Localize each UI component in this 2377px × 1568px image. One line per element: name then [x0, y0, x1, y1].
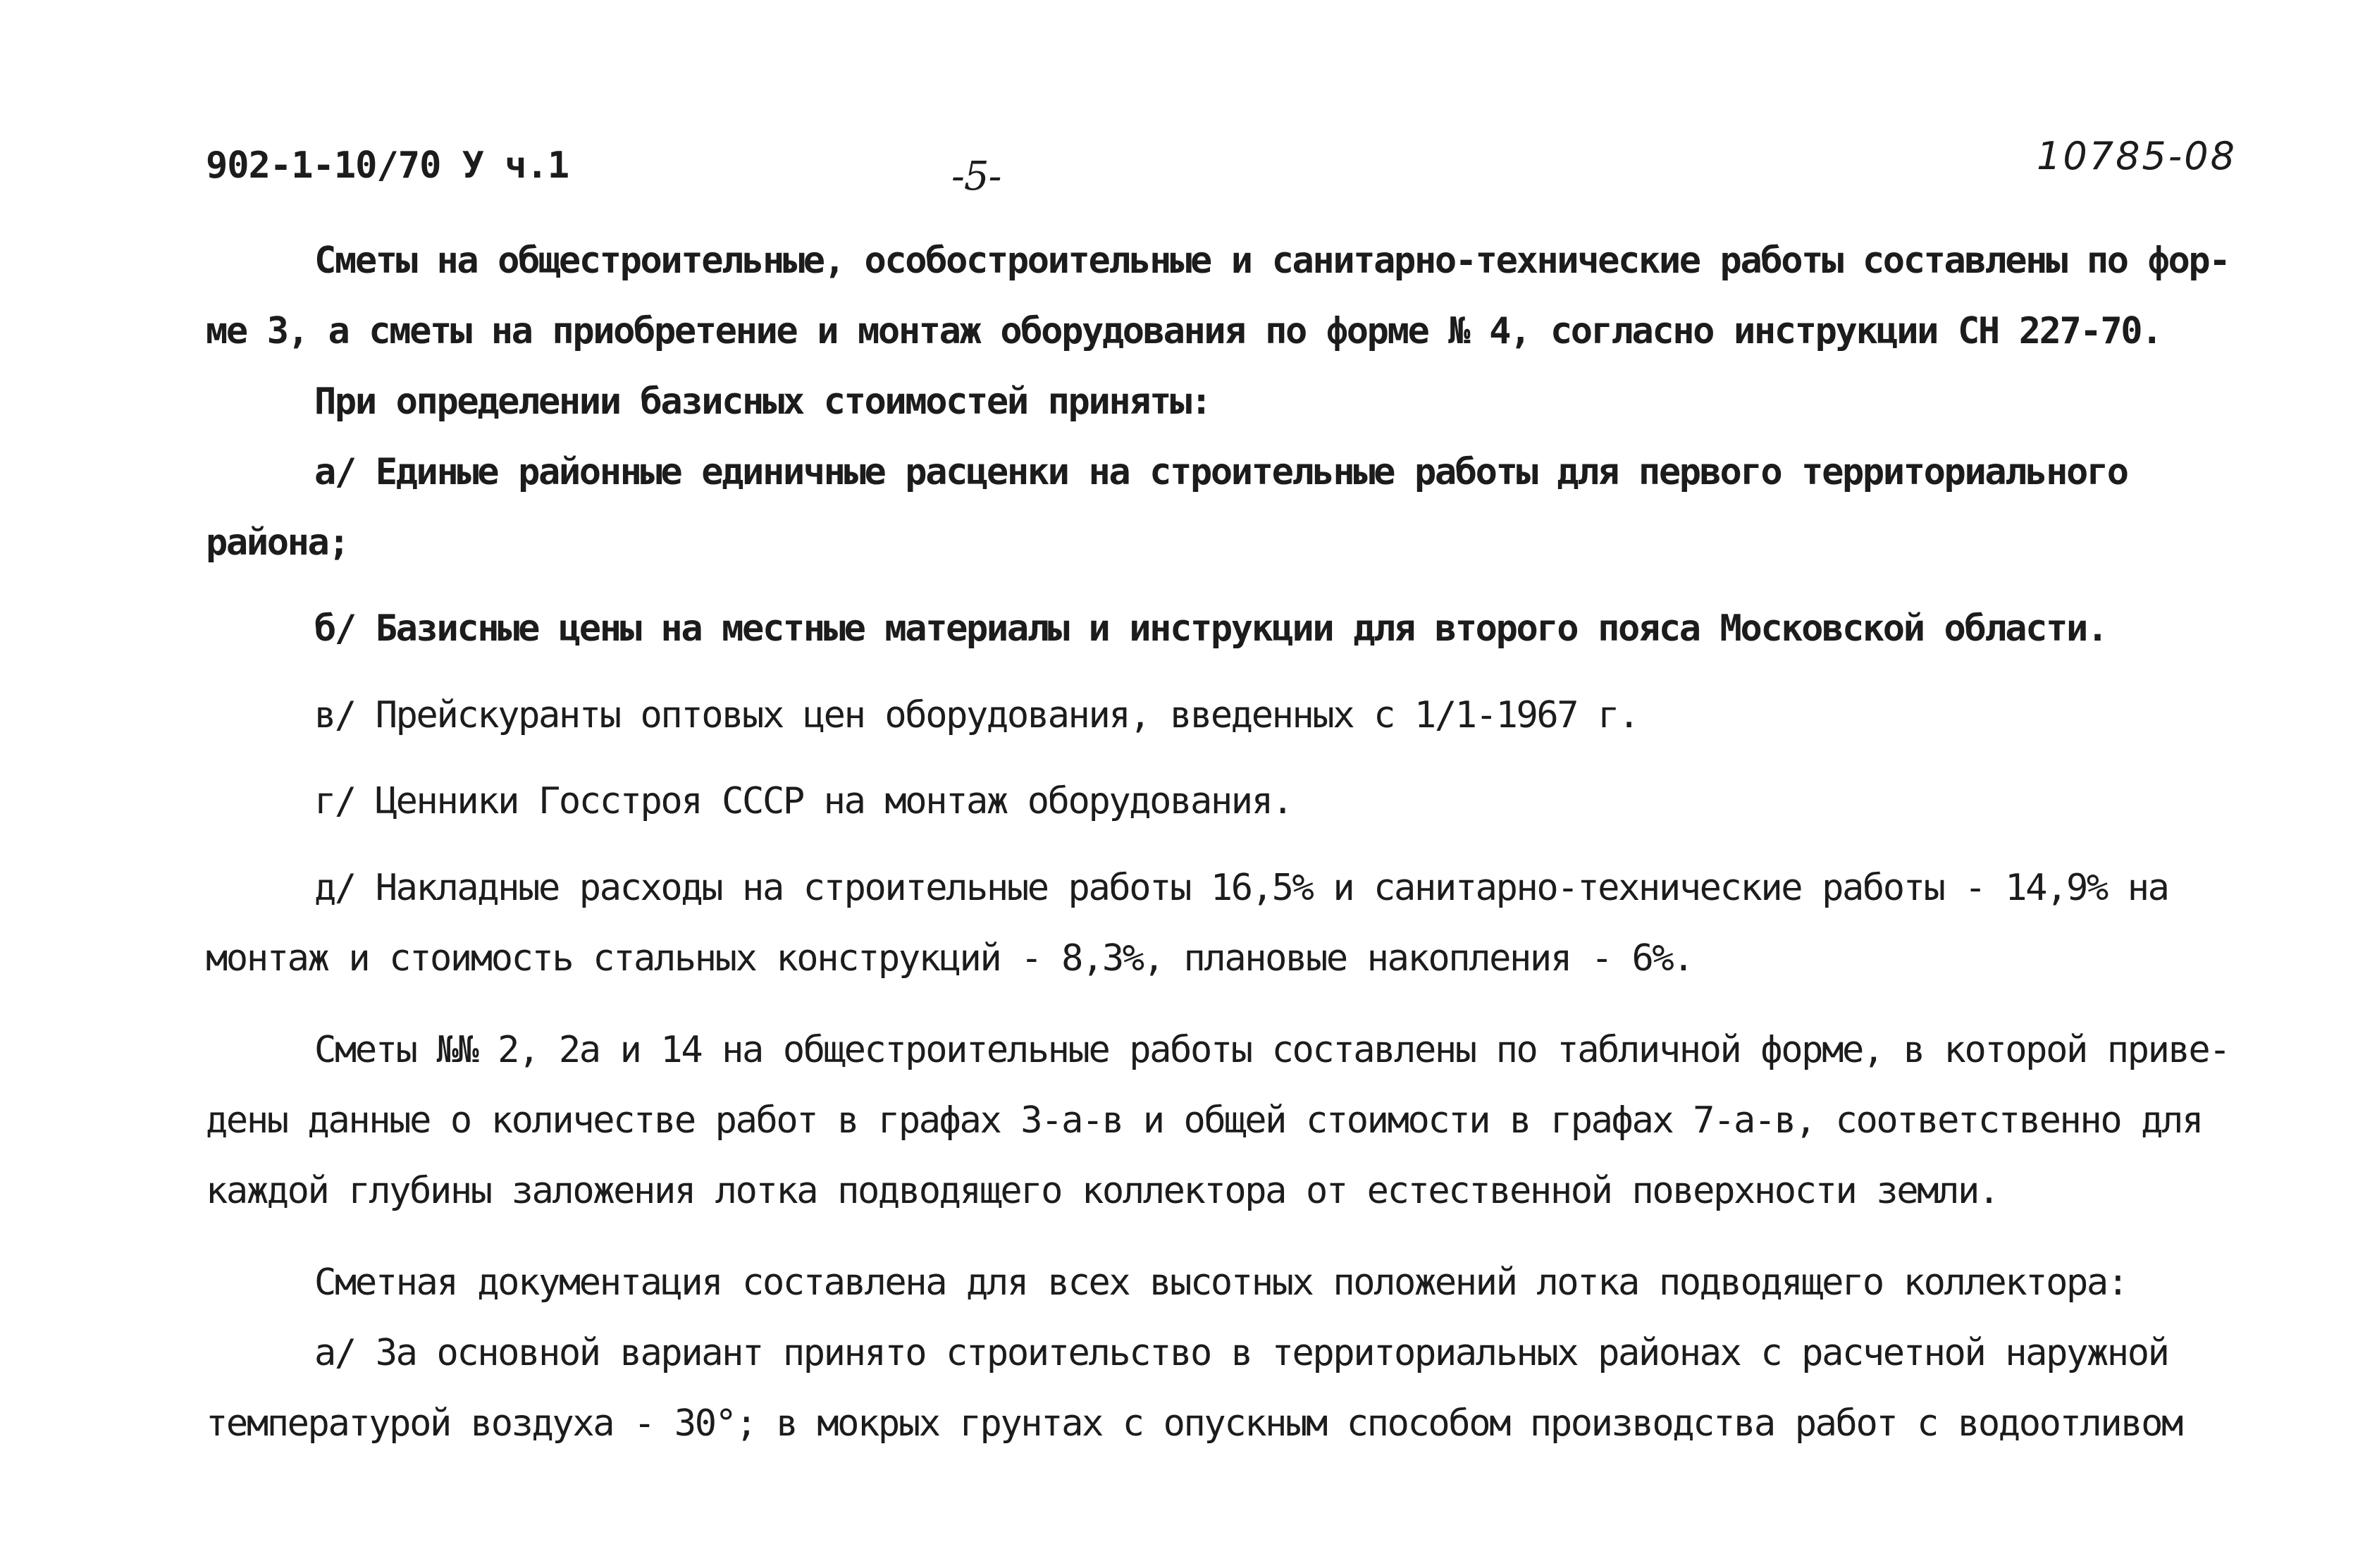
text-line-4: а/ Единые районные единичные расценки на строительные работы для первого территориального	[314, 451, 2128, 493]
text-line-15: а/ За основной вариант принято строительство в территориальных районах с расчетной наружной	[314, 1332, 2168, 1374]
text-line-11: Сметы №№ 2, 2а и 14 на общестроительные работы составлены по табличной форме, в которой приве-	[314, 1029, 2230, 1071]
text-line-10: монтаж и стоимость стальных конструкций - 8,3%, плановые накопления - 6%.	[206, 937, 1693, 980]
text-line-12: дены данные о количестве работ в графах 3-а-в и общей стоимости в графах 7-а-в, соответственно для	[206, 1099, 2202, 1142]
handwritten-reference-number: 10785-08	[2037, 134, 2237, 178]
text-line-7: в/ Прейскуранты оптовых цен оборудования, введенных с 1/1-1967 г.	[314, 694, 1638, 736]
text-line-1: Сметы на общестроительные, особостроительные и санитарно-технические работы составлены по фор-	[314, 240, 2230, 282]
text-line-5: района;	[206, 521, 349, 564]
text-line-13: каждой глубины заложения лотка подводящего коллектора от естественной поверхности земли.	[206, 1170, 1999, 1212]
text-line-2: ме 3, а сметы на приобретение и монтаж оборудования по форме № 4, согласно инструкции СН 227-70.	[206, 310, 2162, 352]
text-line-3: При определении базисных стоимостей приняты:	[314, 381, 1211, 423]
text-line-9: д/ Накладные расходы на строительные работы 16,5% и санитарно-технические работы - 14,9% на	[314, 867, 2168, 909]
document-code: 902-1-10/70 У ч.1	[206, 144, 569, 187]
text-line-14: Сметная документация составлена для всех высотных положений лотка подводящего коллектора:	[314, 1261, 2128, 1304]
page-number: -5-	[951, 154, 1001, 199]
text-line-8: г/ Ценники Госстроя СССР на монтаж оборудования.	[314, 780, 1292, 822]
text-line-6: б/ Базисные цены на местные материалы и инструкции для второго пояса Московской области.	[314, 607, 2107, 650]
text-line-16: температурой воздуха - 30°; в мокрых грунтах с опускным способом производства работ с водоотливом	[206, 1402, 2182, 1445]
